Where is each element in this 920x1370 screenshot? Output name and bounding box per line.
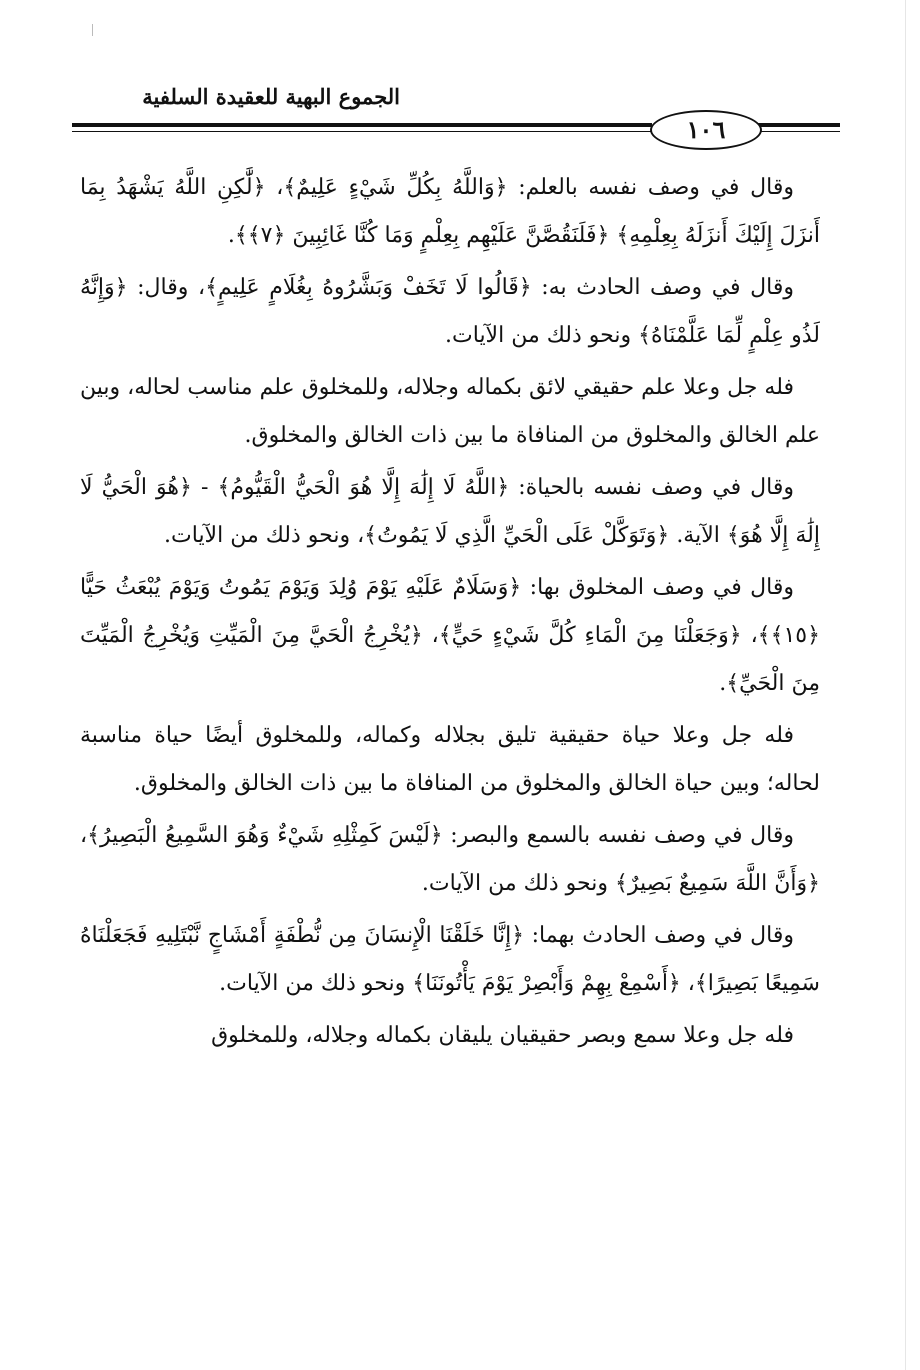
header-rule-thin (72, 131, 652, 132)
paragraph-knowledge-created: وقال في وصف الحادث به: ﴿قَالُوا لَا تَخَفْ وَبَشَّرُوهُ بِغُلَامٍ عَلِيمٍ﴾، وقال: ﴿وَإِنَّهُ لَذُو عِلْمٍ لِّمَا عَلَّمْنَاهُ﴾ ونحو ذلك من الآيات. (80, 275, 820, 348)
header-rule-right-thin (758, 131, 840, 132)
header-rule-right-thick (758, 123, 840, 127)
paragraph-hearing-sight-created: وقال في وصف الحادث بهما: ﴿إِنَّا خَلَقْنَا الْإِنسَانَ مِن نُّطْفَةٍ أَمْشَاجٍ نَّبْتَلِيهِ فَجَعَلْنَاهُ سَمِيعًا بَصِيرًا﴾، ﴿أَسْمِعْ بِهِمْ وَأَبْصِرْ يَوْمَ يَأْتُونَنَا﴾ ونحو ذلك من الآيات. (80, 923, 820, 996)
paragraph-life-created: وقال في وصف المخلوق بها: ﴿وَسَلَامٌ عَلَيْهِ يَوْمَ وُلِدَ وَيَوْمَ يَمُوتُ وَيَوْمَ يُبْعَثُ حَيًّا ﴿١٥﴾﴾، ﴿وَجَعَلْنَا مِنَ الْمَاءِ كُلَّ شَيْءٍ حَيٍّ﴾، ﴿يُخْرِجُ الْحَيَّ مِنَ الْمَيِّتِ وَيُخْرِجُ الْمَيِّتَ مِنَ الْحَيِّ﴾. (80, 575, 820, 696)
paragraph-hearing-sight-self: وقال في وصف نفسه بالسمع والبصر: ﴿لَيْسَ كَمِثْلِهِ شَيْءٌ وَهُوَ السَّمِيعُ الْبَصِيرُ﴾، ﴿وَأَنَّ اللَّهَ سَمِيعٌ بَصِيرٌ﴾ ونحو ذلك من الآيات. (80, 823, 820, 896)
page-body (80, 164, 820, 1364)
paragraph-life-conclusion: فله جل وعلا حياة حقيقية تليق بجلاله وكماله، وللمخلوق أيضًا حياة مناسبة لحاله؛ وبين حياة الخالق والمخلوق من المنافاة ما بين ذات الخالق والمخلوق. (80, 723, 820, 796)
header-rule-thick (72, 123, 652, 127)
page-number: ١٠٦ (650, 110, 762, 150)
paragraph-hearing-sight-conclusion: فله جل وعلا سمع وبصر حقيقيان يليقان بكماله وجلاله، وللمخلوق (211, 1023, 794, 1048)
paragraph-life-self: وقال في وصف نفسه بالحياة: ﴿اللَّهُ لَا إِلَٰهَ إِلَّا هُوَ الْحَيُّ الْقَيُّومُ﴾ - ﴿هُوَ الْحَيُّ لَا إِلَٰهَ إِلَّا هُوَ﴾ الآية. ﴿وَتَوَكَّلْ عَلَى الْحَيِّ الَّذِي لَا يَمُوتُ﴾، ونحو ذلك من الآيات. (80, 475, 820, 548)
page-edge (905, 0, 906, 1370)
paragraph-knowledge-conclusion: فله جل وعلا علم حقيقي لائق بكماله وجلاله، وللمخلوق علم مناسب لحاله، وبين علم الخالق والمخلوق من المنافاة ما بين ذات الخالق والمخلوق. (80, 375, 820, 448)
paragraph-knowledge-self: وقال في وصف نفسه بالعلم: ﴿وَاللَّهُ بِكُلِّ شَيْءٍ عَلِيمٌ﴾، ﴿لَّٰكِنِ اللَّهُ يَشْهَدُ بِمَا أَنزَلَ إِلَيْكَ أَنزَلَهُ بِعِلْمِهِ﴾ ﴿فَلَنَقُصَّنَّ عَلَيْهِم بِعِلْمٍ وَمَا كُنَّا غَائِبِينَ ﴿٧﴾﴾. (80, 175, 820, 248)
running-title: الجموع البهية للعقيدة السلفية (142, 84, 400, 109)
scan-mark (92, 24, 93, 36)
